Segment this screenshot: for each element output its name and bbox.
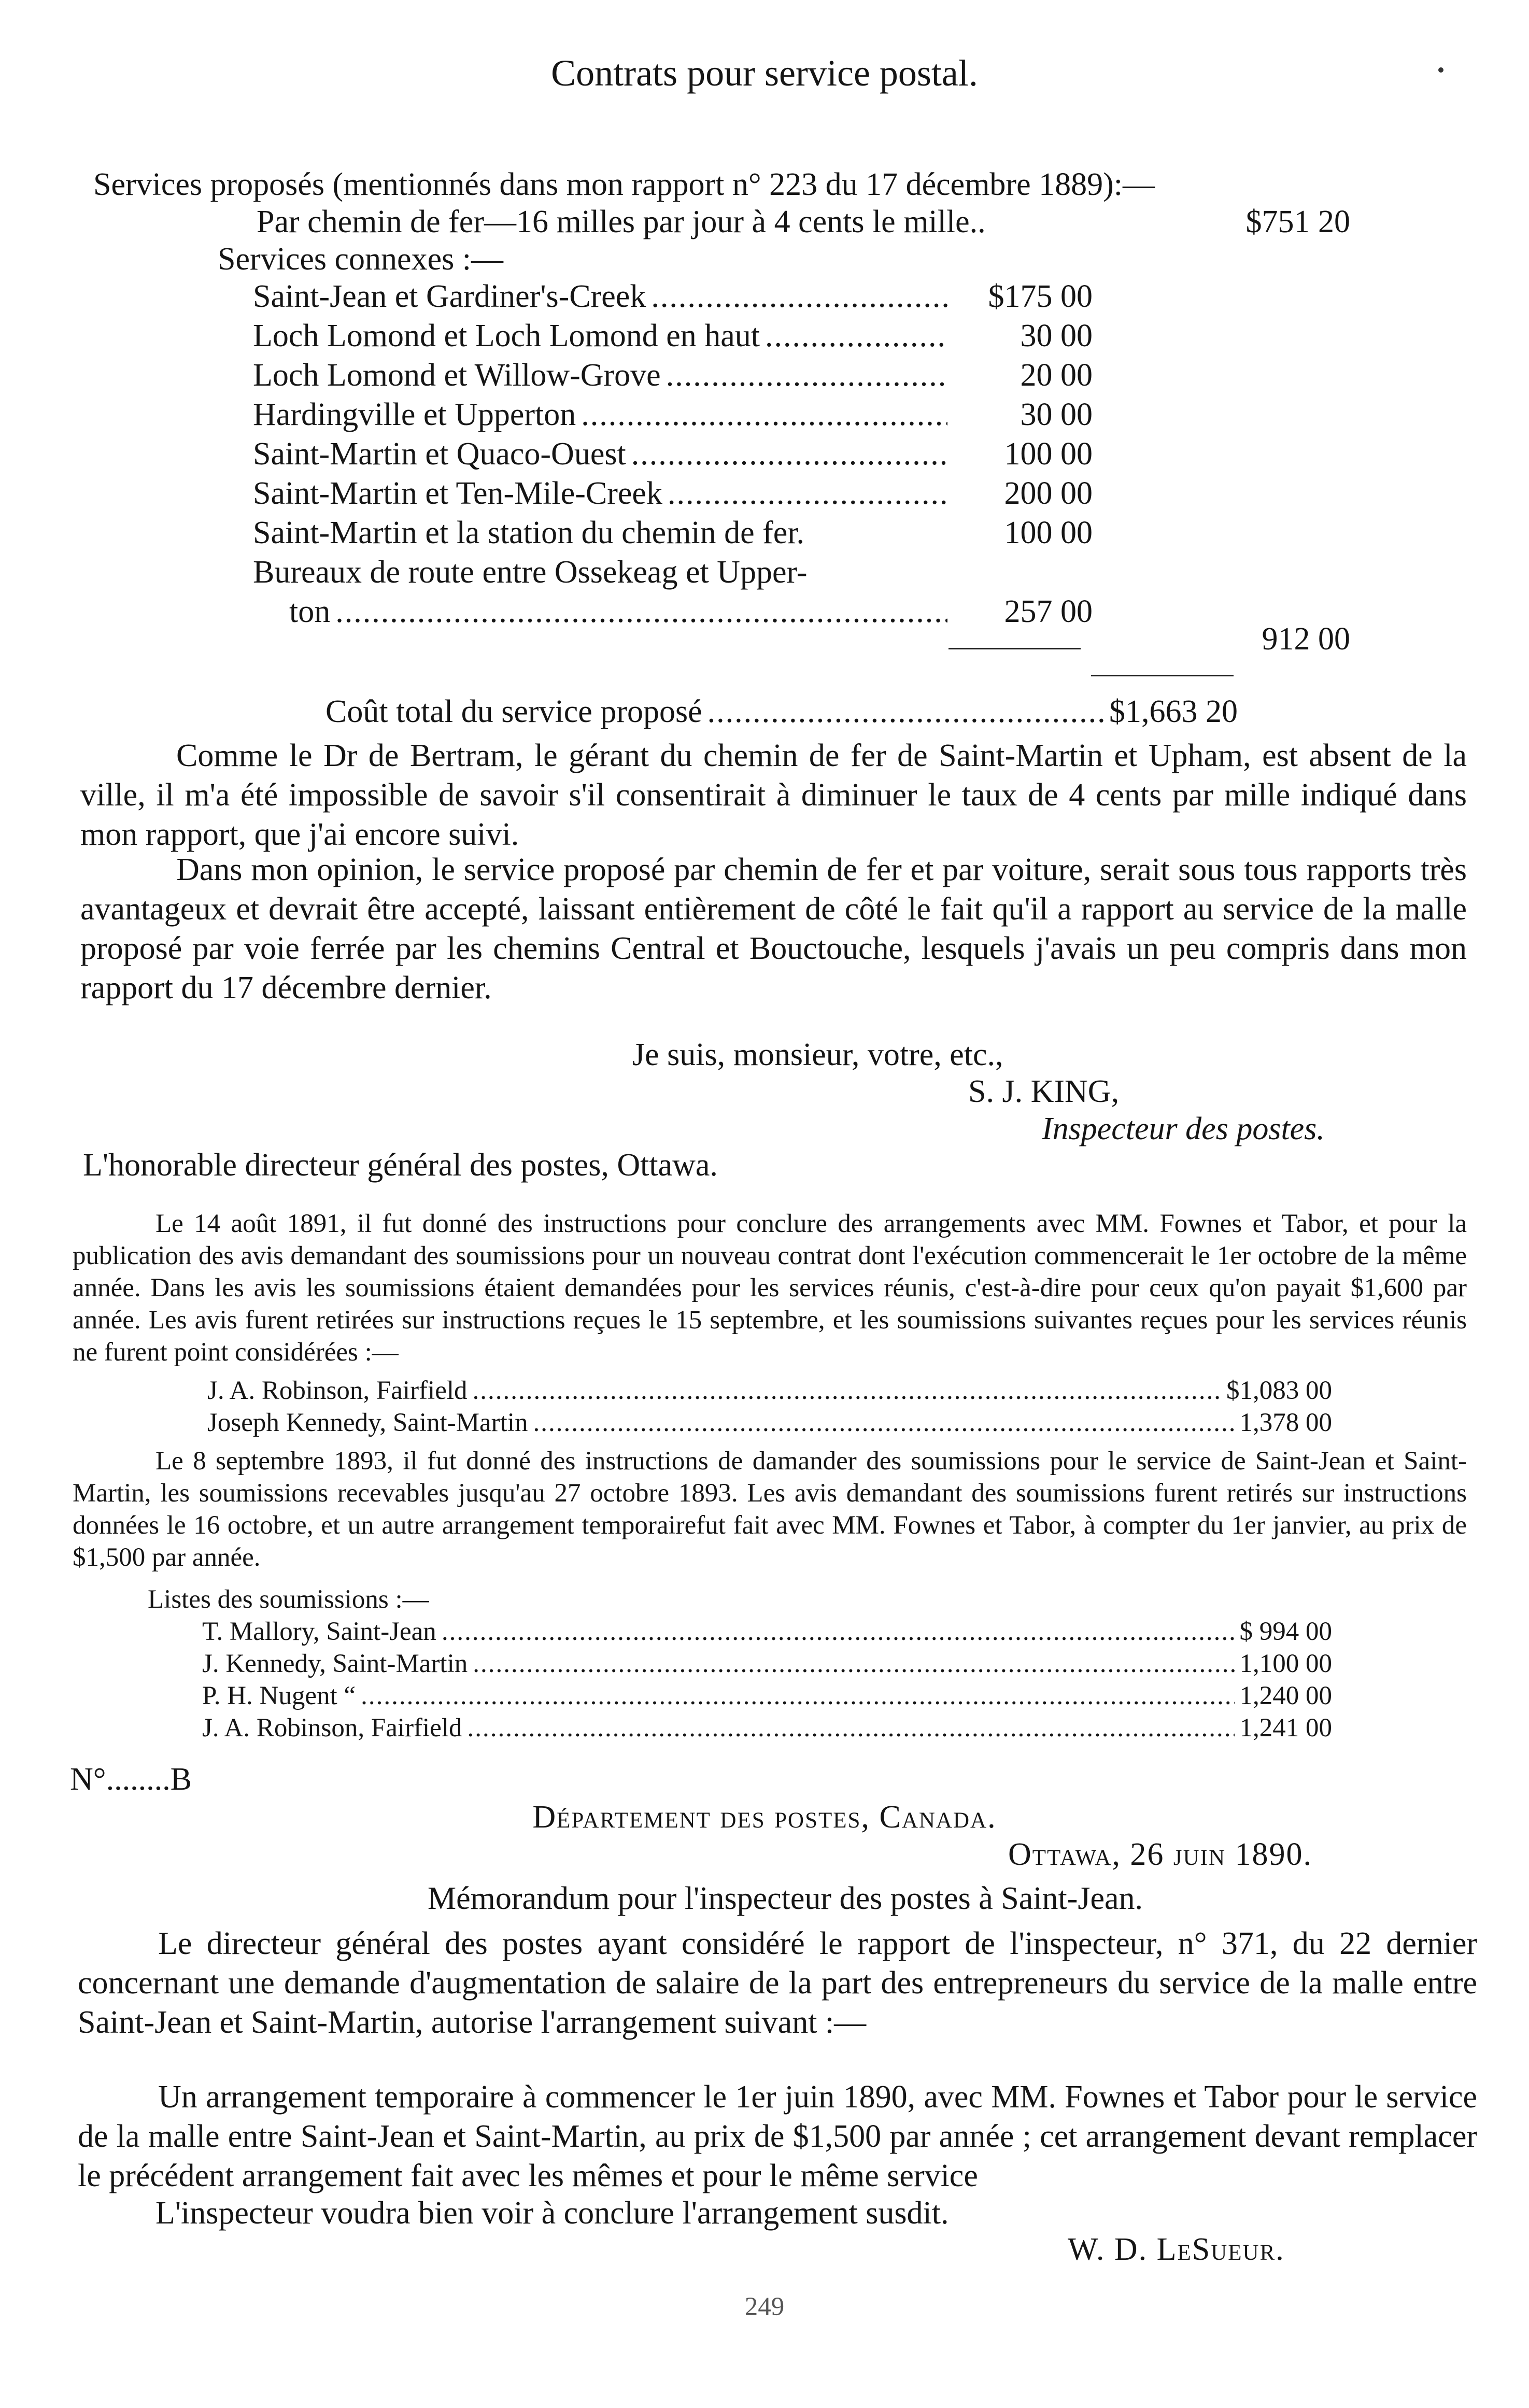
connexes-list	[253, 277, 1093, 631]
addressee: L'honorable directeur général des postes, Ottawa.	[83, 1148, 718, 1183]
memo-paragraph-2: Un arrangement temporaire à commencer le 1er juin 1890, avec MM. Fownes et Tabor pour le service de la malle entre Saint-Jean et Saint-Martin, au prix de $1,500 par année ; cet arrangement devant remplacer le précédent arrangement fait avec les mêmes et pour le même service	[78, 2079, 1477, 2193]
print-speck	[1438, 67, 1443, 73]
railway-line: Par chemin de fer—16 milles par jour à 4 cents le mille.. $751 20	[257, 204, 1350, 239]
connexe-row: Loch Lomond et Loch Lomond en haut ..... 30 00	[253, 316, 1093, 356]
bid-row: J. Kennedy, Saint-Martin ..... 1,100 00	[202, 1648, 1332, 1680]
number-line: N°........B	[70, 1762, 192, 1797]
note-2: Le 8 septembre 1893, il fut donné des instructions de damander des soumissions pour le service de Saint-Jean et Saint-Martin, les soumissions recevables jusqu'au 27 octobre 1893. Les avis demandant des soumissions furent retirés sur instructions données le 16 octobre, et un autre arrangement temporairefut fait avec MM. Fownes et Tabor, à compter du 1er janvier, au prix de $1,500 par année.	[73, 1447, 1467, 1572]
services-heading: Services proposés (mentionnés dans mon rapport n° 223 du 17 décembre 1889):—	[93, 167, 1155, 202]
page-number: 249	[744, 2292, 785, 2321]
connexe-row: Saint-Martin et Quaco-Ouest ..... 100 00	[253, 434, 1093, 474]
connexe-row: Saint-Martin et la station du chemin de fer. 100 00	[253, 515, 1093, 550]
page-title: Contrats pour service postal.	[551, 52, 978, 94]
connexe-row: Hardingville et Upperton ..... 30 00	[253, 395, 1093, 434]
paragraph-2: Dans mon opinion, le service proposé par chemin de fer et par voiture, serait sous tous rapports très avantageux et devrait être accepté, laissant entièrement de côté le fait qu'il a rapport au service de la malle proposé par voie ferrée par les chemins Central et Bouctouche, lesquels j'avais un peu compris dans mon rapport du 17 décembre dernier.	[80, 852, 1467, 1005]
signature-name: S. J. KING,	[968, 1074, 1120, 1109]
total-line: Coût total du service proposé ..... $1,663 20	[325, 692, 1238, 731]
connexes-heading: Services connexes :—	[218, 242, 503, 277]
connexe-row: Saint-Martin et Ten-Mile-Creek ..... 200 00	[253, 474, 1093, 513]
bid-row: P. H. Nugent “ ..... 1,240 00	[202, 1680, 1332, 1712]
connexe-row: Saint-Jean et Gardiner's-Creek ..... $175 00	[253, 277, 1093, 316]
bureaux-line: Bureaux de route entre Ossekeag et Upper-	[253, 555, 808, 590]
memo-paragraph-3: L'inspecteur voudra bien voir à conclure l'arrangement susdit.	[155, 2195, 949, 2231]
closing-line: Je suis, monsieur, votre, etc.,	[632, 1037, 1003, 1072]
bid-row: J. A. Robinson, Fairfield ..... $1,083 00	[207, 1375, 1332, 1407]
memo-heading: Mémorandum pour l'inspecteur des postes à Saint-Jean.	[427, 1881, 1143, 1916]
bureaux-line-cont: ton ..... 257 00	[253, 592, 1093, 631]
bids-1-list	[207, 1375, 1332, 1439]
memo-signature: W. D. LeSueur.	[1068, 2232, 1285, 2267]
bid-row: J. A. Robinson, Fairfield ..... 1,241 00	[202, 1712, 1332, 1744]
signature-title: Inspecteur des postes.	[1042, 1111, 1325, 1146]
subtotal-rule	[948, 648, 1081, 649]
note-1: Le 14 août 1891, il fut donné des instructions pour conclure des arrangements avec MM. Fownes et Tabor, et pour la publication des avis demandant des soumissions pour un nouveau contrat dont l'exécution commencerait le 1er octobre de la même année. Dans les avis les soumissions étaient demandées pour les services réunis, c'est-à-dire pour ceux qu'on payait $1,600 par année. Les avis furent retirées sur instructions reçues le 15 septembre, et les soumissions suivantes reçues pour les services réunis ne furent point considérées :—	[73, 1209, 1467, 1367]
date-line: Ottawa, 26 juin 1890.	[1008, 1837, 1313, 1872]
connexes-total: 912 00	[1262, 621, 1350, 657]
total-rule	[1091, 675, 1234, 676]
paragraph-1: Comme le Dr de Bertram, le gérant du chemin de fer de Saint-Martin et Upham, est absent de la ville, il m'a été impossible de savoir s'il consentirait à diminuer le taux de 4 cents par mille indiqué dans mon rapport, que j'ai encore suivi.	[80, 738, 1467, 852]
bids-2-list	[202, 1616, 1332, 1744]
memo-paragraph-1: Le directeur général des postes ayant considéré le rapport de l'inspecteur, n° 371, du 22 dernier concernant une demande d'augmentation de salaire de la part des entrepreneurs du service de la malle entre Saint-Jean et Saint-Martin, autorise l'arrangement suivant :—	[78, 1926, 1477, 2040]
bids-2-heading: Listes des soumissions :—	[148, 1585, 429, 1614]
connexe-row: Loch Lomond et Willow-Grove ..... 20 00	[253, 356, 1093, 395]
bid-row: T. Mallory, Saint-Jean ..... $ 994 00	[202, 1616, 1332, 1648]
bid-row: Joseph Kennedy, Saint-Martin ..... 1,378 00	[207, 1407, 1332, 1439]
department-heading: Département des postes, Canada.	[532, 1800, 997, 1835]
